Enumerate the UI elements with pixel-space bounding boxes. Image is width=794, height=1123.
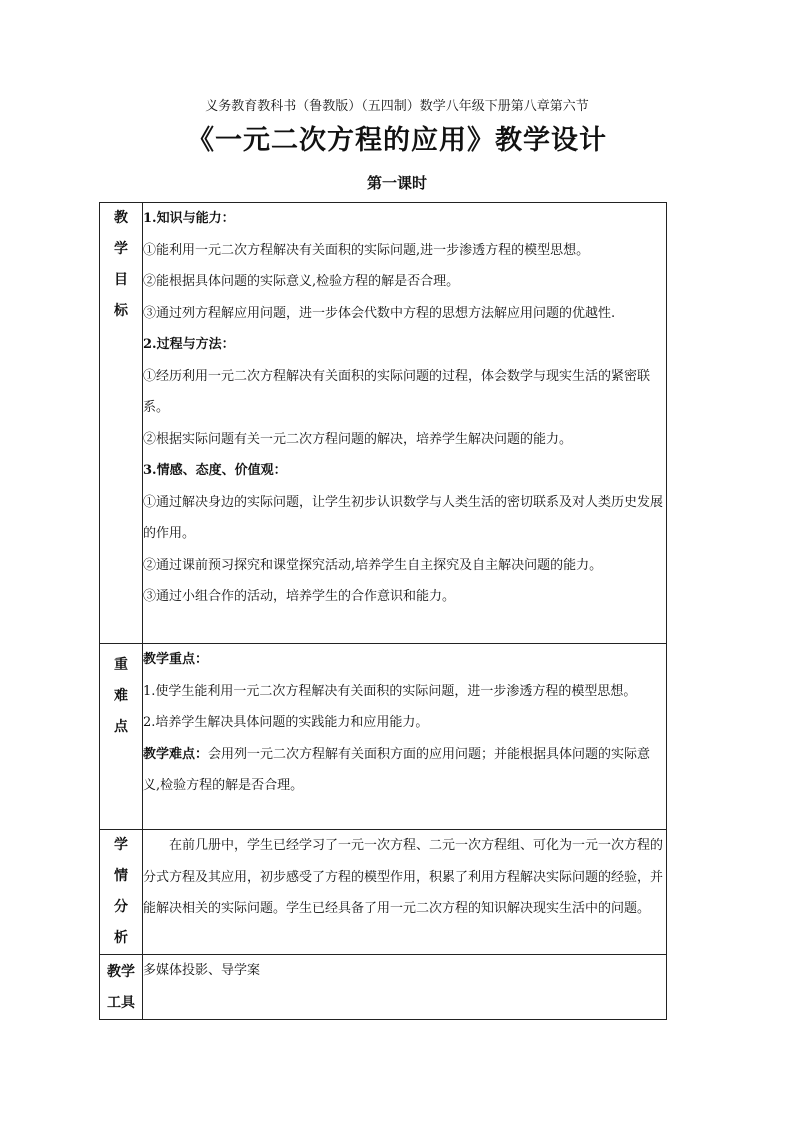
keypoints-row [100, 644, 667, 830]
difficulty-text: 会用列一元二次方程解有关面积方面的应用问题；并能根据具体问题的实际意义,检验方程的解是否合理。 [143, 746, 651, 793]
list-item: ①通过解决身边的实际问题，让学生初步认识数学与人类生活的密切联系及对人类历史发展的作用。 [143, 494, 664, 541]
list-item: ②能根据具体问题的实际意义,检验方程的解是否合理。 [143, 274, 460, 289]
list-item: ②根据实际问题有关一元二次方程问题的解决，培养学生解决问题的能力。 [143, 431, 573, 447]
section-heading: 1.知识与能力： [143, 211, 235, 226]
list-item: ③通过小组合作的活动，培养学生的合作意识和能力。 [143, 589, 456, 604]
objectives-row [100, 203, 667, 644]
list-item: ②通过课前预习探究和课堂探究活动,培养学生自主探究及自主解决问题的能力。 [143, 557, 603, 573]
list-item: ③通过列方程解应用问题，进一步体会代数中方程的思想方法解应用问题的优越性. [143, 305, 616, 321]
analysis-row [100, 830, 667, 955]
list-item: 1.使学生能利用一元二次方程解决有关面积的实际问题，进一步渗透方程的模型思想。 [143, 683, 637, 699]
analysis-content [143, 830, 667, 955]
tools-content [143, 955, 667, 1020]
section-heading: 2.过程与方法： [143, 337, 235, 352]
key-points-heading: 教学重点： [143, 652, 209, 667]
keypoints-content [143, 644, 667, 830]
lesson-plan-table [99, 202, 667, 1020]
analysis-label: 学 情 分 析 [100, 830, 143, 955]
tools-text: 多媒体投影、导学案 [143, 963, 261, 978]
analysis-text: 在前几册中，学生已经学习了一元一次方程、二元一次方程组、可化为一元一次方程的分式方程及其应用，初步感受了方程的模型作用，积累了利用方程解决实际问题的经验，并能解决相关的实际问题。学生已经具备了用一元二次方程的知识解决现实生活中的问题。 [143, 838, 664, 916]
list-item: 2.培养学生解决具体问题的实践能力和应用能力。 [143, 715, 429, 730]
lesson-label: 第一课时 [366, 174, 427, 192]
list-item: ①经历利用一元二次方程解决有关面积的实际问题的过程，体会数学与现实生活的紧密联系。 [143, 368, 651, 415]
document-subtitle: 义务教育教科书（鲁教版）（五四制）数学八年级下册第八章第六节 [205, 99, 589, 114]
keypoints-label: 重 难 点 [100, 644, 143, 830]
tools-label: 教学 工具 [100, 955, 143, 1020]
difficulty-heading: 教学难点： [143, 746, 209, 762]
document-title: 《一元二次方程的应用》教学设计 [187, 125, 607, 156]
difficulty-paragraph [143, 739, 666, 802]
objectives-content [143, 203, 667, 644]
list-item: ①能利用一元二次方程解决有关面积的实际问题,进一步渗透方程的模型思想。 [143, 242, 590, 258]
tools-row [100, 955, 667, 1020]
objectives-label: 教 学 目 标 [100, 203, 143, 644]
section-heading: 3.情感、态度、价值观： [143, 463, 287, 478]
